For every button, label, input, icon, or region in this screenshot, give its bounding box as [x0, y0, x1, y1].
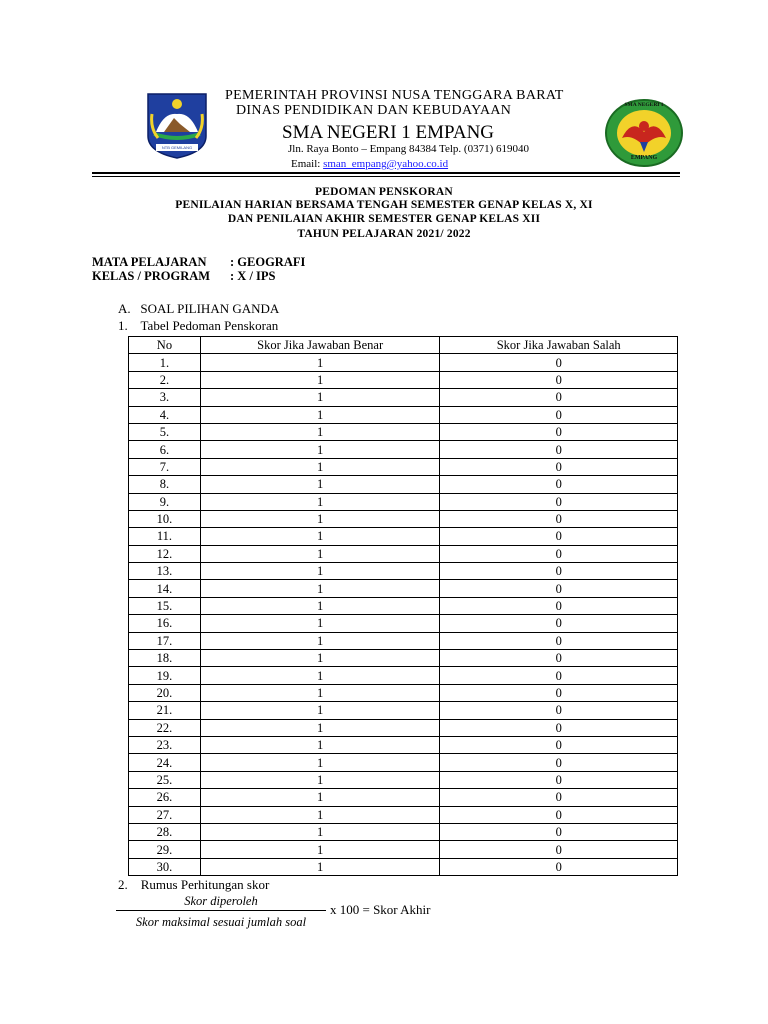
score-wrong: 0: [440, 528, 678, 545]
score-correct: 1: [200, 702, 440, 719]
table-row: [129, 406, 678, 423]
govt-line: PEMERINTAH PROVINSI NUSA TENGGARA BARAT: [225, 88, 564, 103]
score-correct: 1: [200, 476, 440, 493]
numerator-text: Skor diperoleh: [184, 894, 258, 908]
score-correct: 1: [200, 580, 440, 597]
score-correct: 1: [200, 441, 440, 458]
row-number: 29.: [129, 841, 201, 858]
row-number: 5.: [129, 423, 201, 440]
row-number: 7.: [129, 458, 201, 475]
score-wrong: 0: [440, 771, 678, 788]
letterhead-rule-thin: [92, 176, 680, 177]
score-correct: 1: [200, 406, 440, 423]
score-correct: 1: [200, 823, 440, 840]
school-email-line: [291, 158, 448, 170]
table-row: [129, 823, 678, 840]
score-wrong: 0: [440, 545, 678, 562]
table-row: [129, 545, 678, 562]
row-number: 16.: [129, 615, 201, 632]
score-correct: 1: [200, 650, 440, 667]
row-number: 6.: [129, 441, 201, 458]
row-number: 21.: [129, 702, 201, 719]
email-link[interactable]: sman_empang@yahoo.co.id: [323, 158, 449, 170]
formula-result: x 100 = Skor Akhir: [330, 902, 431, 917]
table-row: [129, 597, 678, 614]
row-number: 25.: [129, 771, 201, 788]
class-value: : X / IPS: [230, 269, 276, 283]
doc-title-2: PENILAIAN HARIAN BERSAMA TENGAH SEMESTER GENAP KELAS X, XI: [175, 199, 593, 211]
score-wrong: 0: [440, 789, 678, 806]
score-wrong: 0: [440, 632, 678, 649]
row-number: 1.: [129, 354, 201, 371]
table-row: [129, 858, 678, 875]
letterhead-rule-thick: [92, 172, 680, 174]
score-correct: 1: [200, 736, 440, 753]
row-number: 11.: [129, 528, 201, 545]
score-correct: 1: [200, 615, 440, 632]
score-correct: 1: [200, 354, 440, 371]
table-row: [129, 702, 678, 719]
row-number: 30.: [129, 858, 201, 875]
table-row: [129, 493, 678, 510]
doc-title-4: TAHUN PELAJARAN 2021/ 2022: [297, 228, 471, 240]
row-number: 28.: [129, 823, 201, 840]
fraction-bar: [116, 910, 326, 911]
score-correct: 1: [200, 493, 440, 510]
school-logo: [604, 98, 684, 168]
row-number: 18.: [129, 650, 201, 667]
score-wrong: 0: [440, 667, 678, 684]
score-wrong: 0: [440, 597, 678, 614]
doc-title-1: PEDOMAN PENSKORAN: [315, 186, 453, 198]
header-correct: Skor Jika Jawaban Benar: [200, 337, 440, 354]
score-wrong: 0: [440, 858, 678, 875]
score-wrong: 0: [440, 354, 678, 371]
score-correct: 1: [200, 423, 440, 440]
score-correct: 1: [200, 371, 440, 388]
table-row: [129, 458, 678, 475]
score-wrong: 0: [440, 719, 678, 736]
row-number: 27.: [129, 806, 201, 823]
row-number: 3.: [129, 389, 201, 406]
score-correct: 1: [200, 597, 440, 614]
department-line: DINAS PENDIDIKAN DAN KEBUDAYAAN: [236, 103, 512, 118]
score-correct: 1: [200, 667, 440, 684]
score-correct: 1: [200, 789, 440, 806]
score-wrong: 0: [440, 684, 678, 701]
formula-numerator: [116, 892, 326, 910]
score-wrong: 0: [440, 476, 678, 493]
score-correct: 1: [200, 771, 440, 788]
score-wrong: 0: [440, 580, 678, 597]
table-row: [129, 841, 678, 858]
score-correct: 1: [200, 389, 440, 406]
row-number: 17.: [129, 632, 201, 649]
table-row: [129, 667, 678, 684]
province-logo-caption: NTB GEMILANG: [161, 145, 193, 150]
score-wrong: 0: [440, 441, 678, 458]
table-row: [129, 684, 678, 701]
row-number: 24.: [129, 754, 201, 771]
email-label: Email:: [291, 158, 324, 170]
scoring-table: [128, 336, 678, 876]
score-wrong: 0: [440, 510, 678, 527]
doc-title-3: DAN PENILAIAN AKHIR SEMESTER GENAP KELAS XII: [227, 213, 541, 225]
score-correct: 1: [200, 545, 440, 562]
table-row: [129, 580, 678, 597]
score-correct: 1: [200, 458, 440, 475]
table-row: [129, 441, 678, 458]
table-row: [129, 719, 678, 736]
score-wrong: 0: [440, 615, 678, 632]
row-number: 20.: [129, 684, 201, 701]
table-row: [129, 354, 678, 371]
score-wrong: 0: [440, 806, 678, 823]
table-row: [129, 736, 678, 753]
score-correct: 1: [200, 806, 440, 823]
score-wrong: 0: [440, 458, 678, 475]
table-row: [129, 476, 678, 493]
denominator-text: Skor maksimal sesuai jumlah soal: [135, 915, 307, 929]
table-row: [129, 371, 678, 388]
table-row: [129, 389, 678, 406]
province-logo: [144, 92, 210, 160]
table-header-row: [129, 337, 678, 354]
score-correct: 1: [200, 754, 440, 771]
table-row: [129, 806, 678, 823]
row-number: 12.: [129, 545, 201, 562]
score-wrong: 0: [440, 371, 678, 388]
score-wrong: 0: [440, 841, 678, 858]
score-wrong: 0: [440, 736, 678, 753]
score-correct: 1: [200, 528, 440, 545]
school-address: Jln. Raya Bonto – Empang 84384 Telp. (0371) 619040: [288, 143, 530, 155]
score-wrong: 0: [440, 406, 678, 423]
school-logo-bottom-text: EMPANG: [630, 155, 658, 161]
score-wrong: 0: [440, 423, 678, 440]
row-number: 26.: [129, 789, 201, 806]
score-wrong: 0: [440, 754, 678, 771]
score-wrong: 0: [440, 702, 678, 719]
header-wrong: Skor Jika Jawaban Salah: [440, 337, 678, 354]
row-number: 8.: [129, 476, 201, 493]
school-logo-top-text: SMA NEGERI 1: [624, 102, 664, 108]
row-number: 13.: [129, 563, 201, 580]
score-wrong: 0: [440, 823, 678, 840]
score-wrong: 0: [440, 650, 678, 667]
score-correct: 1: [200, 510, 440, 527]
row-number: 14.: [129, 580, 201, 597]
score-wrong: 0: [440, 563, 678, 580]
header-no: No: [129, 337, 201, 354]
score-correct: 1: [200, 858, 440, 875]
table-row: [129, 771, 678, 788]
table-row: [129, 563, 678, 580]
table-row: [129, 615, 678, 632]
score-wrong: 0: [440, 493, 678, 510]
table-row: [129, 789, 678, 806]
row-number: 2.: [129, 371, 201, 388]
row-number: 19.: [129, 667, 201, 684]
class-label: KELAS / PROGRAM: [92, 269, 211, 283]
row-number: 4.: [129, 406, 201, 423]
row-number: 10.: [129, 510, 201, 527]
row-number: 15.: [129, 597, 201, 614]
section-a-heading: A. SOAL PILIHAN GANDA: [118, 301, 280, 316]
table-row: [129, 528, 678, 545]
table-row: [129, 423, 678, 440]
score-correct: 1: [200, 841, 440, 858]
section-a-item-2: 2. Rumus Perhitungan skor: [118, 877, 270, 892]
score-correct: 1: [200, 684, 440, 701]
row-number: 9.: [129, 493, 201, 510]
formula-denominator: [116, 913, 326, 931]
score-wrong: 0: [440, 389, 678, 406]
score-correct: 1: [200, 719, 440, 736]
table-row: [129, 510, 678, 527]
table-row: [129, 754, 678, 771]
subject-label: MATA PELAJARAN: [92, 255, 207, 269]
table-row: [129, 632, 678, 649]
row-number: 23.: [129, 736, 201, 753]
table-row: [129, 650, 678, 667]
section-a-item-1: 1. Tabel Pedoman Penskoran: [118, 318, 279, 333]
subject-value: : GEOGRAFI: [230, 255, 306, 269]
score-correct: 1: [200, 632, 440, 649]
school-name: SMA NEGERI 1 EMPANG: [282, 122, 495, 143]
row-number: 22.: [129, 719, 201, 736]
score-correct: 1: [200, 563, 440, 580]
